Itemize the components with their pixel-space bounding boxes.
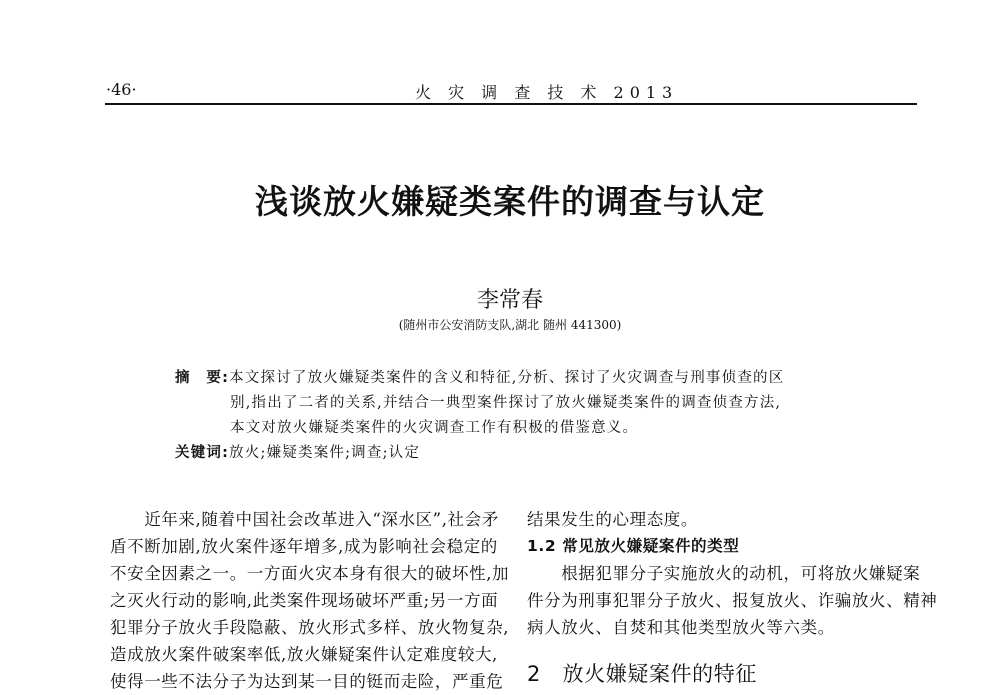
body-line: 结果发生的心理态度。 — [527, 510, 698, 529]
body-line: 造成放火案件破案率低,放火嫌疑案件认定难度较大, — [110, 645, 498, 664]
abstract-text: 本文探讨了放火嫌疑类案件的含义和特征,分析、探讨了火灾调查与刑事侦查的区 — [229, 370, 785, 386]
abstract-line — [175, 366, 784, 387]
body-line: 使得一些不法分子为达到某一目的铤而走险，严重危 — [110, 672, 504, 691]
body-line: 根据犯罪分子实施放火的动机，可将放火嫌疑案 — [527, 564, 921, 583]
affiliation: (随州市公安消防支队,湖北 随州 441300) — [398, 318, 622, 332]
body-line: 病人放火、自焚和其他类型放火等六类。 — [527, 618, 835, 637]
body-line: 盾不断加剧,放火案件逐年增多,成为影响社会稳定的 — [110, 537, 498, 556]
abstract-line: 别,指出了二者的关系,并结合一典型案件探讨了放火嫌疑类案件的调查侦查方法, — [230, 395, 782, 411]
body-line: 件分为刑事犯罪分子放火、报复放火、诈骗放火、精神 — [527, 591, 938, 610]
keywords-label: 关键词: — [175, 445, 230, 461]
article-title: 浅谈放火嫌疑类案件的调查与认定 — [255, 182, 765, 221]
body-line: 犯罪分子放火手段隐蔽、放火形式多样、放火物复杂, — [110, 618, 510, 637]
body-line: 之灭火行动的影响,此类案件现场破坏严重;另一方面 — [110, 591, 499, 610]
body-line: 不安全因素之一。一方面火灾本身有很大的破坏性,加 — [110, 564, 510, 583]
subsection-heading: 1.2 常见放火嫌疑案件的类型 — [527, 537, 740, 555]
left-column — [110, 506, 510, 695]
section-heading: 2 放火嫌疑案件的特征 — [527, 662, 757, 686]
abstract-line: 本文对放火嫌疑类案件的火灾调查工作有积极的借鉴意义。 — [230, 420, 639, 436]
right-column — [527, 506, 938, 688]
running-header: 火 灾 调 查 技 术 2013 — [415, 83, 679, 102]
keywords-line — [175, 441, 420, 462]
page-number: ·46· — [106, 80, 137, 99]
keywords-text: 放火;嫌疑类案件;调查;认定 — [229, 445, 421, 461]
header-rule — [105, 103, 917, 105]
abstract-label: 摘 要: — [175, 370, 230, 386]
author: 李常春 — [476, 288, 543, 313]
body-line: 近年来,随着中国社会改革进入“深水区”,社会矛 — [110, 510, 499, 529]
